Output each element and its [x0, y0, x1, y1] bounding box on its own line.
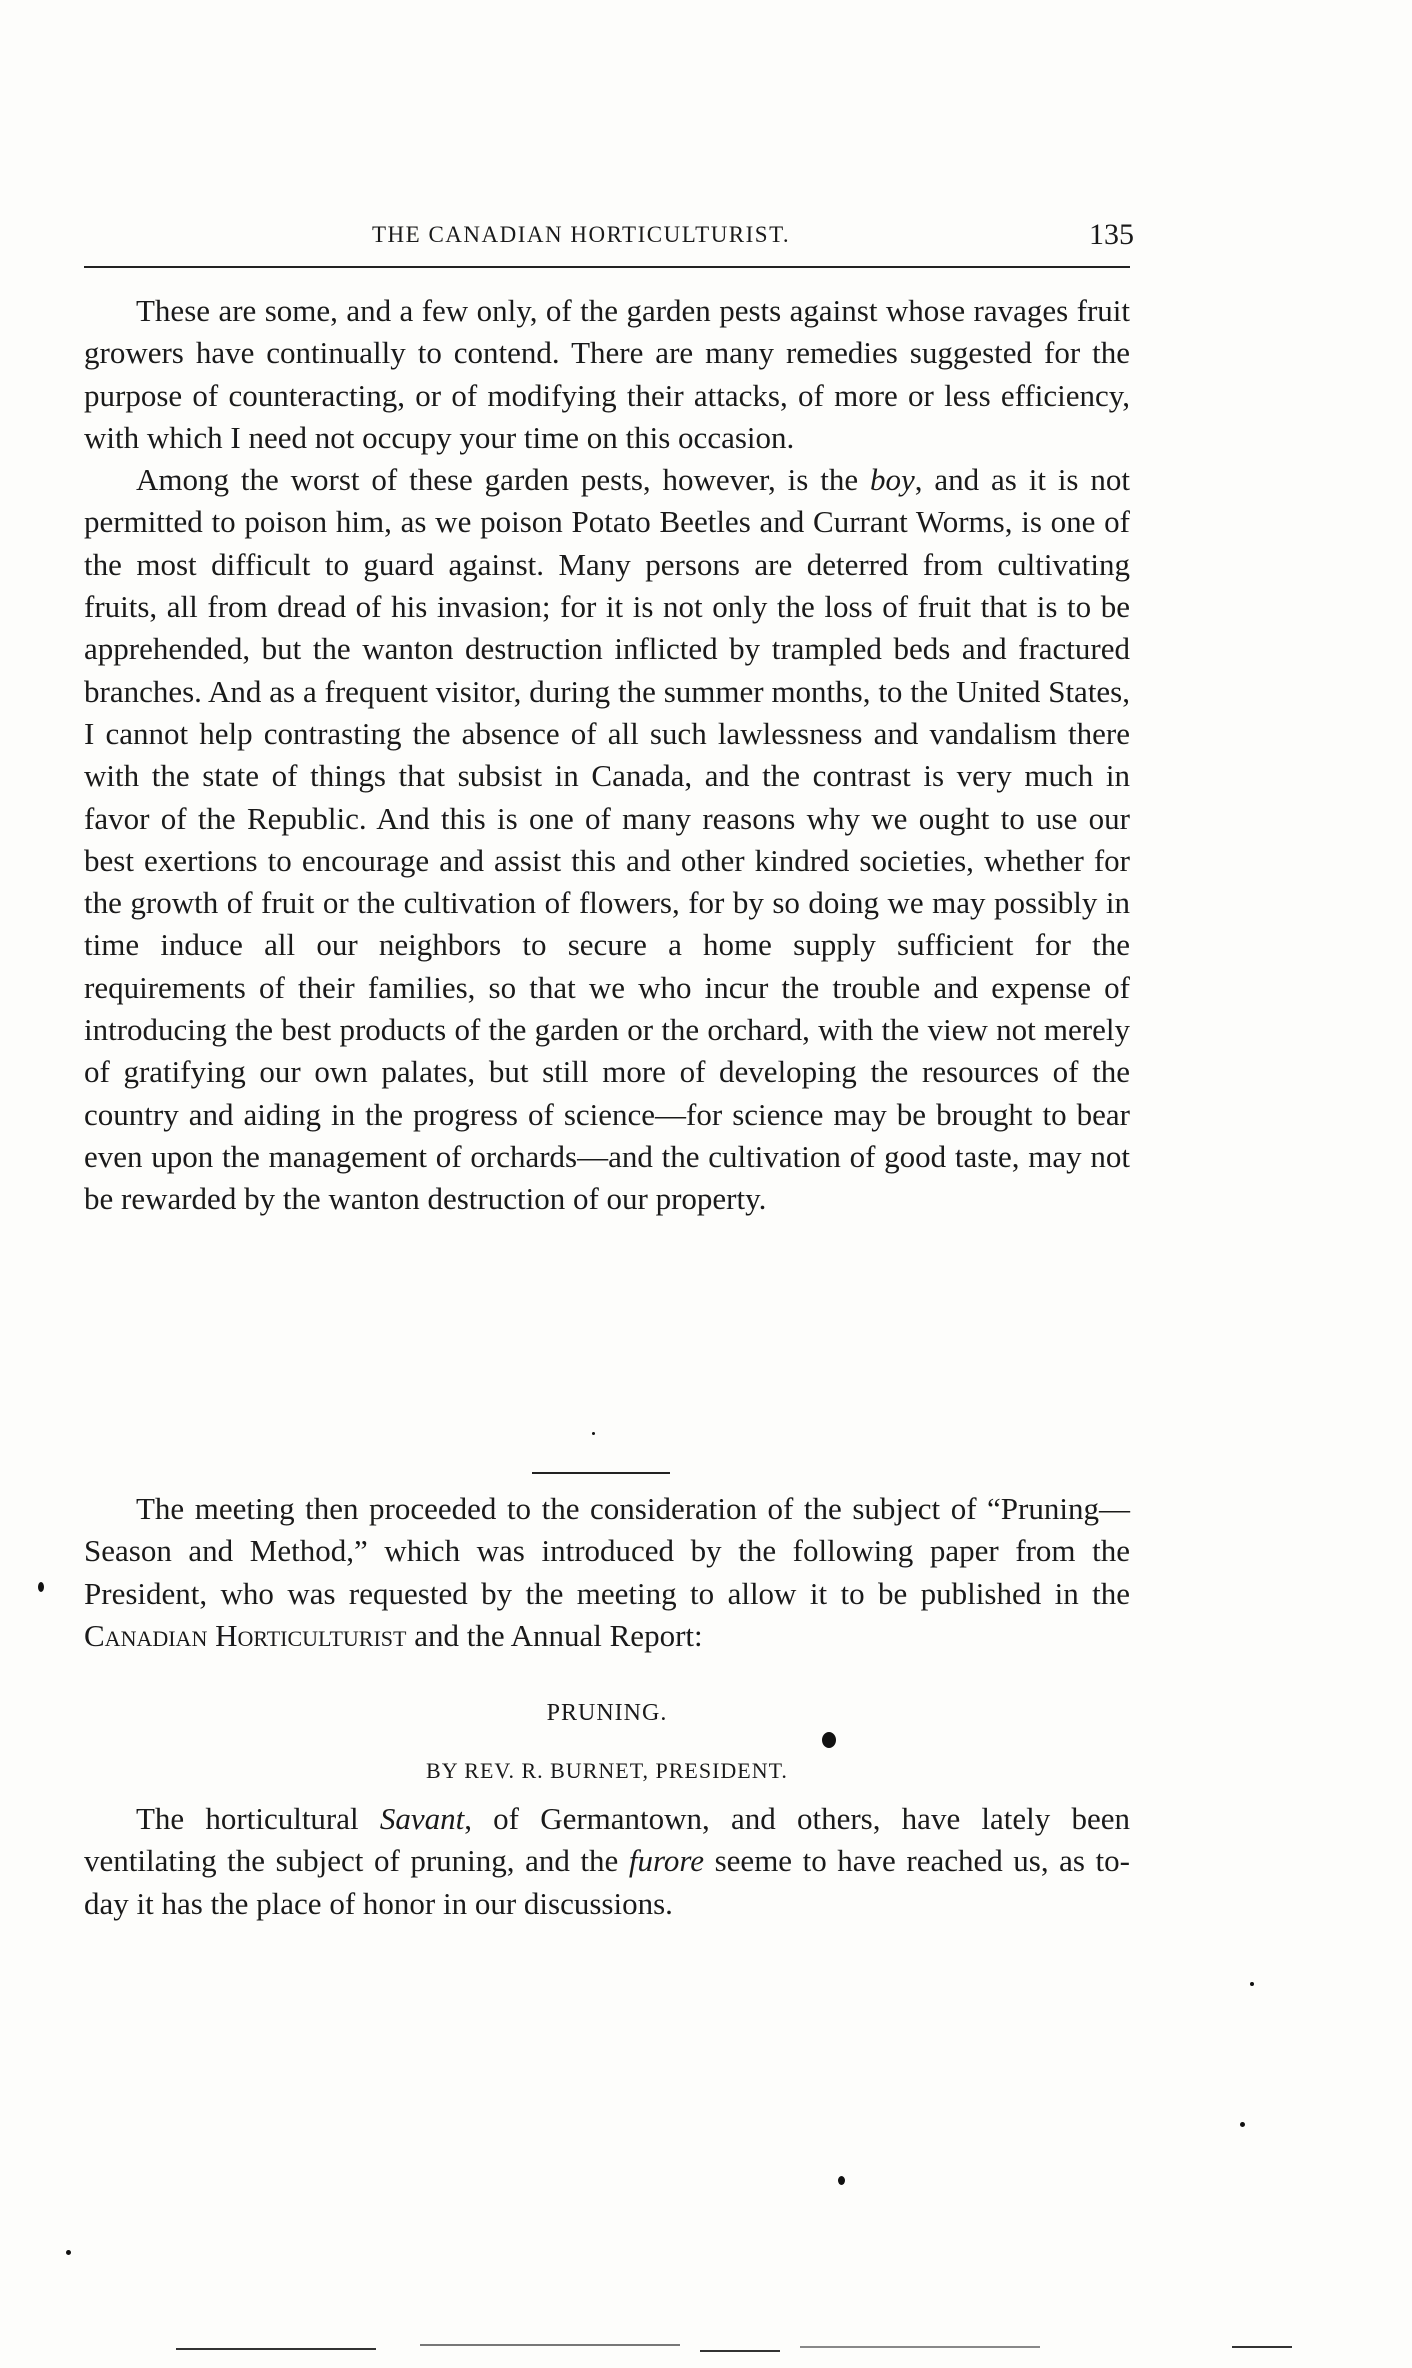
ink-speck — [66, 2250, 71, 2255]
paragraph-text: Among the worst of these garden pests, however, is the — [136, 462, 870, 498]
running-title: THE CANADIAN HORTICULTURIST. — [372, 222, 791, 247]
paragraph-text: The horticultural — [136, 1801, 380, 1836]
paragraph-meeting — [84, 1488, 1130, 1657]
ink-speck — [1250, 1982, 1254, 1986]
paragraph-boy-pest — [84, 459, 1130, 1220]
page-number: 135 — [1089, 218, 1134, 251]
body-text-pruning — [84, 1798, 1130, 1925]
paragraph-text: and the Annual Report: — [406, 1617, 703, 1653]
header-rule — [84, 266, 1130, 268]
emphasis-text: furore — [628, 1843, 705, 1879]
ink-speck — [838, 2176, 845, 2185]
section-title: PRUNING. — [546, 1700, 668, 1726]
paragraph-text: , of Germantown, and others, have lately been ventilating the subject of pruning, and the — [84, 1801, 1130, 1879]
paragraph-text: The meeting then proceeded to the consideration of the subject of “Pruning—Season and Method,” which was introduced by the following paper from the President, who was requested by the meeting to allow it to be published in the — [84, 1491, 1130, 1611]
section-byline: BY REV. R. BURNET, PRESIDENT. — [426, 1758, 788, 1783]
emphasis-text: boy — [869, 462, 915, 498]
paragraph-text: , and as it is not permitted to poison him, as we poison Potato Beetles and Currant Worms, is one of the most difficult to guard against. Many persons are deterred from cultivating fruits, all from dread of his invasion; for it is not only the loss of fruit that is to be apprehended, but the wanton destruction inflicted by trampled beds and fractured branches. And as a frequent visitor, during the summer months, to the United States, I cannot help contrasting the absence of all such lawlessness and vandalism there with the state of things that subsist in Canada, and the contrast is very much in favor of the Republic. And this is one of many reasons why we ought to use our best exertions to encourage and assist this and other kindred societies, whether for the growth of fruit or the cultivation of flowers, for by so doing we may possibly in time induce all our neighbors to secure a home supply sufficient for the requirements of their families, so that we who incur the trouble and expense of introducing the best products of the garden or the orchard, with the view not merely of gratifying our own palates, but still more of developing the resources of the country and aiding in the progress of science—for science may be brought to bear even upon the management of orchards—and the cultivation of good taste, may not be rewarded by the wanton destruction of our property. — [84, 462, 1130, 1217]
page-bottom-edge — [0, 2340, 1412, 2368]
journal-name: Canadian Horticulturist — [84, 1617, 407, 1653]
emphasis-text: Savant — [379, 1801, 465, 1836]
ink-speck — [592, 1432, 595, 1435]
paragraph-pruning-intro — [84, 1798, 1130, 1925]
ink-speck — [38, 1582, 44, 1592]
ink-speck — [1240, 2122, 1245, 2127]
paragraph-text: seeme to have reached us, as to-day it has the place of honor in our discussions. — [84, 1843, 1130, 1921]
ink-speck — [822, 1732, 836, 1748]
running-head — [84, 218, 1134, 258]
paragraph-garden-pests: These are some, and a few only, of the garden pests against whose ravages fruit growers have continually to contend. There are many remedies suggested for the purpose of counteracting, or of modifying their attacks, of more or less efficiency, with which I need not occupy your time on this occasion. — [84, 293, 1130, 455]
body-text-upper — [84, 290, 1130, 1221]
body-text-meeting — [84, 1488, 1130, 1657]
section-divider — [532, 1472, 670, 1474]
